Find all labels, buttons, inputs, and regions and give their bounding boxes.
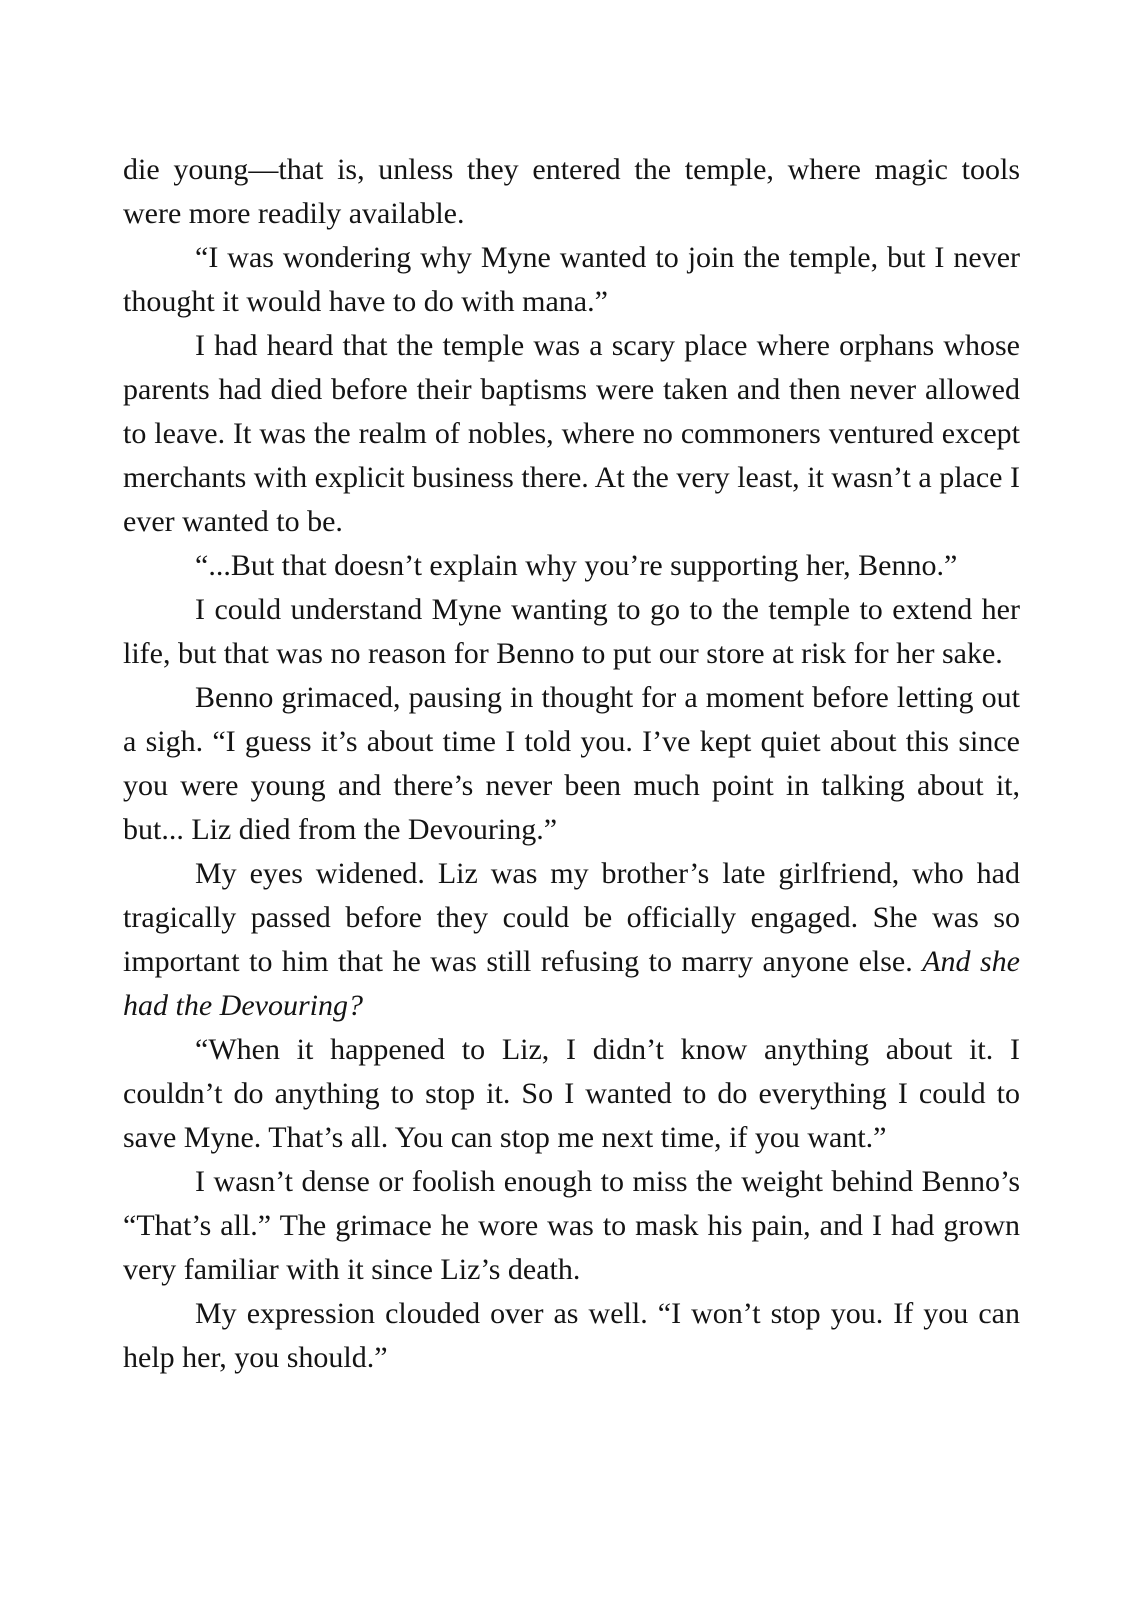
paragraph-4 [123, 544, 1020, 588]
page-text-block [123, 148, 1020, 1380]
paragraph-7 [123, 852, 1020, 1028]
paragraph-text: die young—that is, unless they entered the temple, where magic tools were more readily available. [123, 153, 1020, 230]
paragraph-8 [123, 1028, 1020, 1160]
paragraph-6 [123, 676, 1020, 852]
paragraph-text: I wasn’t dense or foolish enough to miss the weight behind Benno’s “That’s all.” The grimace he wore was to mask his pain, and I had grown very familiar with it since Liz’s death. [123, 1165, 1020, 1286]
paragraph-text: My eyes widened. Liz was my brother’s late girlfriend, who had tragically passed before they could be officially engaged. She was so important to him that he was still refusing to marry anyone else. [123, 857, 1020, 978]
paragraph-italic-text: And she had the Devouring? [123, 945, 1020, 1022]
paragraph-9 [123, 1160, 1020, 1292]
paragraph-3 [123, 324, 1020, 544]
paragraph-10 [123, 1292, 1020, 1380]
paragraph-5 [123, 588, 1020, 676]
paragraph-text: “When it happened to Liz, I didn’t know anything about it. I couldn’t do anything to stop it. So I wanted to do everything I could to save Myne. That’s all. You can stop me next time, if you want.” [123, 1033, 1020, 1154]
paragraph-text: Benno grimaced, pausing in thought for a moment before letting out a sigh. “I guess it’s about time I told you. I’ve kept quiet about this since you were young and there’s never been much point in talking about it, but... Liz died from the Devouring.” [123, 681, 1020, 846]
paragraph-text: I could understand Myne wanting to go to the temple to extend her life, but that was no reason for Benno to put our store at risk for her sake. [123, 593, 1020, 670]
paragraph-text: My expression clouded over as well. “I won’t stop you. If you can help her, you should.” [123, 1297, 1020, 1374]
paragraph-text: “I was wondering why Myne wanted to join the temple, but I never thought it would have to do with mana.” [123, 241, 1020, 318]
paragraph-text: “...But that doesn’t explain why you’re supporting her, Benno.” [195, 549, 958, 582]
paragraph-2 [123, 236, 1020, 324]
paragraph-1 [123, 148, 1020, 236]
paragraph-text: I had heard that the temple was a scary place where orphans whose parents had died before their baptisms were taken and then never allowed to leave. It was the realm of nobles, where no commoners ventured except merchants with explicit business there. At the very least, it wasn’t a place I ever wanted to be. [123, 329, 1020, 538]
